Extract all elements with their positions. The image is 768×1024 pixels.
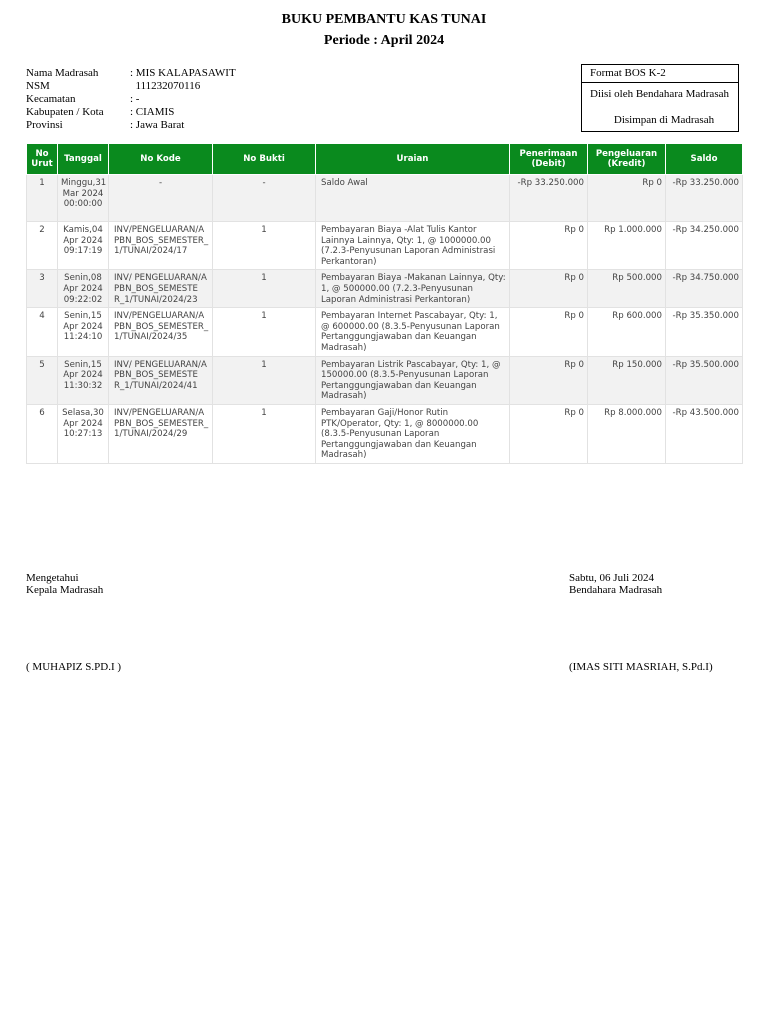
cell-kode: INV/ PENGELUARAN/A PBN_BOS_SEMESTE R_1/TUNAI/2024/41 xyxy=(109,356,213,404)
header-no-urut: No Urut xyxy=(27,144,58,175)
cell-saldo: -Rp 35.500.000 xyxy=(666,356,743,404)
cell-kredit: Rp 8.000.000 xyxy=(588,404,666,463)
cell-no: 6 xyxy=(27,404,58,463)
cell-uraian: Saldo Awal xyxy=(316,175,510,222)
signature-treasurer-title: Bendahara Madrasah xyxy=(569,584,663,596)
info-value: : CIAMIS xyxy=(130,106,175,118)
document-title: BUKU PEMBANTU KAS TUNAI xyxy=(281,12,487,27)
cell-no: 4 xyxy=(27,308,58,356)
header-tanggal: Tanggal xyxy=(58,144,109,175)
header-penerimaan: Penerimaan (Debit) xyxy=(510,144,588,175)
cell-uraian: Pembayaran Internet Pascabayar, Qty: 1, @ 600000.00 (8.3.5-Penyusunan Laporan Pertanggungjawaban dan Keuangan Madrasah) xyxy=(316,308,510,356)
cell-bukti: 1 xyxy=(213,356,316,404)
info-row-nsm xyxy=(26,80,236,93)
format-stored: Disimpan di Madrasah xyxy=(613,114,715,126)
cell-bukti: - xyxy=(213,175,316,222)
format-filled-by: Diisi oleh Bendahara Madrasah xyxy=(590,88,729,100)
format-box xyxy=(581,64,739,132)
signature-treasurer-name: (IMAS SITI MASRIAH, S.Pd.I) xyxy=(569,661,713,673)
cell-bukti: 1 xyxy=(213,404,316,463)
cell-kredit: Rp 150.000 xyxy=(588,356,666,404)
cell-kode: INV/ PENGELUARAN/A PBN_BOS_SEMESTE R_1/TUNAI/2024/23 xyxy=(109,270,213,308)
cell-tanggal: Senin,15 Apr 2024 11:30:32 xyxy=(58,356,109,404)
info-value: : MIS KALAPASAWIT xyxy=(130,67,236,79)
cell-kredit: Rp 600.000 xyxy=(588,308,666,356)
cell-saldo: -Rp 35.350.000 xyxy=(666,308,743,356)
cell-kode: INV/PENGELUARAN/APBN_BOS_SEMESTER_1/TUNAI/2024/35 xyxy=(109,308,213,356)
cell-saldo: -Rp 43.500.000 xyxy=(666,404,743,463)
cell-uraian: Pembayaran Biaya -Makanan Lainnya, Qty: 1, @ 500000.00 (7.2.3-Penyusunan Laporan Administrasi Perkantoran) xyxy=(316,270,510,308)
cell-tanggal: Kamis,04 Apr 2024 09:17:19 xyxy=(58,222,109,270)
header-no-bukti: No Bukti xyxy=(213,144,316,175)
cell-tanggal: Senin,08 Apr 2024 09:22:02 xyxy=(58,270,109,308)
info-row-madrasah xyxy=(26,67,236,80)
table-row xyxy=(27,356,743,404)
cell-debit: Rp 0 xyxy=(510,270,588,308)
info-value: : Jawa Barat xyxy=(130,119,185,131)
cell-debit: Rp 0 xyxy=(510,404,588,463)
cell-tanggal: Senin,15 Apr 2024 11:24:10 xyxy=(58,308,109,356)
cell-tanggal: Minggu,31 Mar 2024 00:00:00 xyxy=(58,175,109,222)
cash-ledger-table xyxy=(26,143,743,464)
cell-bukti: 1 xyxy=(213,308,316,356)
info-value: : - xyxy=(130,93,140,105)
info-value: 111232070116 xyxy=(130,80,201,92)
header-no-kode: No Kode xyxy=(109,144,213,175)
cell-debit: Rp 0 xyxy=(510,308,588,356)
signature-date: Sabtu, 06 Juli 2024 xyxy=(569,572,654,584)
cell-no: 5 xyxy=(27,356,58,404)
signature-headmaster-name: ( MUHAPIZ S.PD.I ) xyxy=(26,661,122,673)
cell-tanggal: Selasa,30 Apr 2024 10:27:13 xyxy=(58,404,109,463)
cell-bukti: 1 xyxy=(213,222,316,270)
info-label: NSM xyxy=(26,80,50,92)
table-row xyxy=(27,404,743,463)
cell-kode: - xyxy=(109,175,213,222)
table-header-row xyxy=(27,144,743,175)
cell-uraian: Pembayaran Listrik Pascabayar, Qty: 1, @ 150000.00 (8.3.5-Penyusunan Laporan Pertanggungjawaban dan Keuangan Madrasah) xyxy=(316,356,510,404)
cell-saldo: -Rp 34.250.000 xyxy=(666,222,743,270)
signature-acknowledged: Mengetahui xyxy=(26,572,79,584)
cell-uraian: Pembayaran Biaya -Alat Tulis Kantor Lainnya Lainnya, Qty: 1, @ 1000000.00 (7.2.3-Penyusunan Laporan Administrasi Perkantoran) xyxy=(316,222,510,270)
cell-kode: INV/PENGELUARAN/APBN_BOS_SEMESTER_1/TUNAI/2024/29 xyxy=(109,404,213,463)
info-label: Provinsi xyxy=(26,119,63,131)
table-row xyxy=(27,308,743,356)
school-info xyxy=(26,67,236,132)
cell-bukti: 1 xyxy=(213,270,316,308)
cell-saldo: -Rp 33.250.000 xyxy=(666,175,743,222)
signature-right-block xyxy=(569,572,662,596)
info-row-kabupaten xyxy=(26,106,236,119)
header-pengeluaran: Pengeluaran (Kredit) xyxy=(588,144,666,175)
info-label: Kecamatan xyxy=(26,93,76,105)
cell-kredit: Rp 0 xyxy=(588,175,666,222)
cell-debit: Rp 0 xyxy=(510,356,588,404)
document-period: Periode : April 2024 xyxy=(323,33,445,48)
signature-headmaster-title: Kepala Madrasah xyxy=(26,584,104,596)
format-code: Format BOS K-2 xyxy=(582,65,738,83)
table-row xyxy=(27,270,743,308)
cell-saldo: -Rp 34.750.000 xyxy=(666,270,743,308)
cell-no: 3 xyxy=(27,270,58,308)
info-label: Kabupaten / Kota xyxy=(26,106,104,118)
table-row xyxy=(27,175,743,222)
cell-kredit: Rp 1.000.000 xyxy=(588,222,666,270)
cell-debit: -Rp 33.250.000 xyxy=(510,175,588,222)
info-label: Nama Madrasah xyxy=(26,67,99,79)
cell-no: 2 xyxy=(27,222,58,270)
table-row xyxy=(27,222,743,270)
cell-kredit: Rp 500.000 xyxy=(588,270,666,308)
info-row-provinsi xyxy=(26,119,236,132)
signature-left-block xyxy=(26,572,103,596)
header-uraian: Uraian xyxy=(316,144,510,175)
header-saldo: Saldo xyxy=(666,144,743,175)
info-row-kecamatan xyxy=(26,93,236,106)
cell-kode: INV/PENGELUARAN/APBN_BOS_SEMESTER_1/TUNAI/2024/17 xyxy=(109,222,213,270)
cell-no: 1 xyxy=(27,175,58,222)
cell-debit: Rp 0 xyxy=(510,222,588,270)
cell-uraian: Pembayaran Gaji/Honor Rutin PTK/Operator, Qty: 1, @ 8000000.00 (8.3.5-Penyusunan Laporan Pertanggungjawaban dan Keuangan Madrasah) xyxy=(316,404,510,463)
